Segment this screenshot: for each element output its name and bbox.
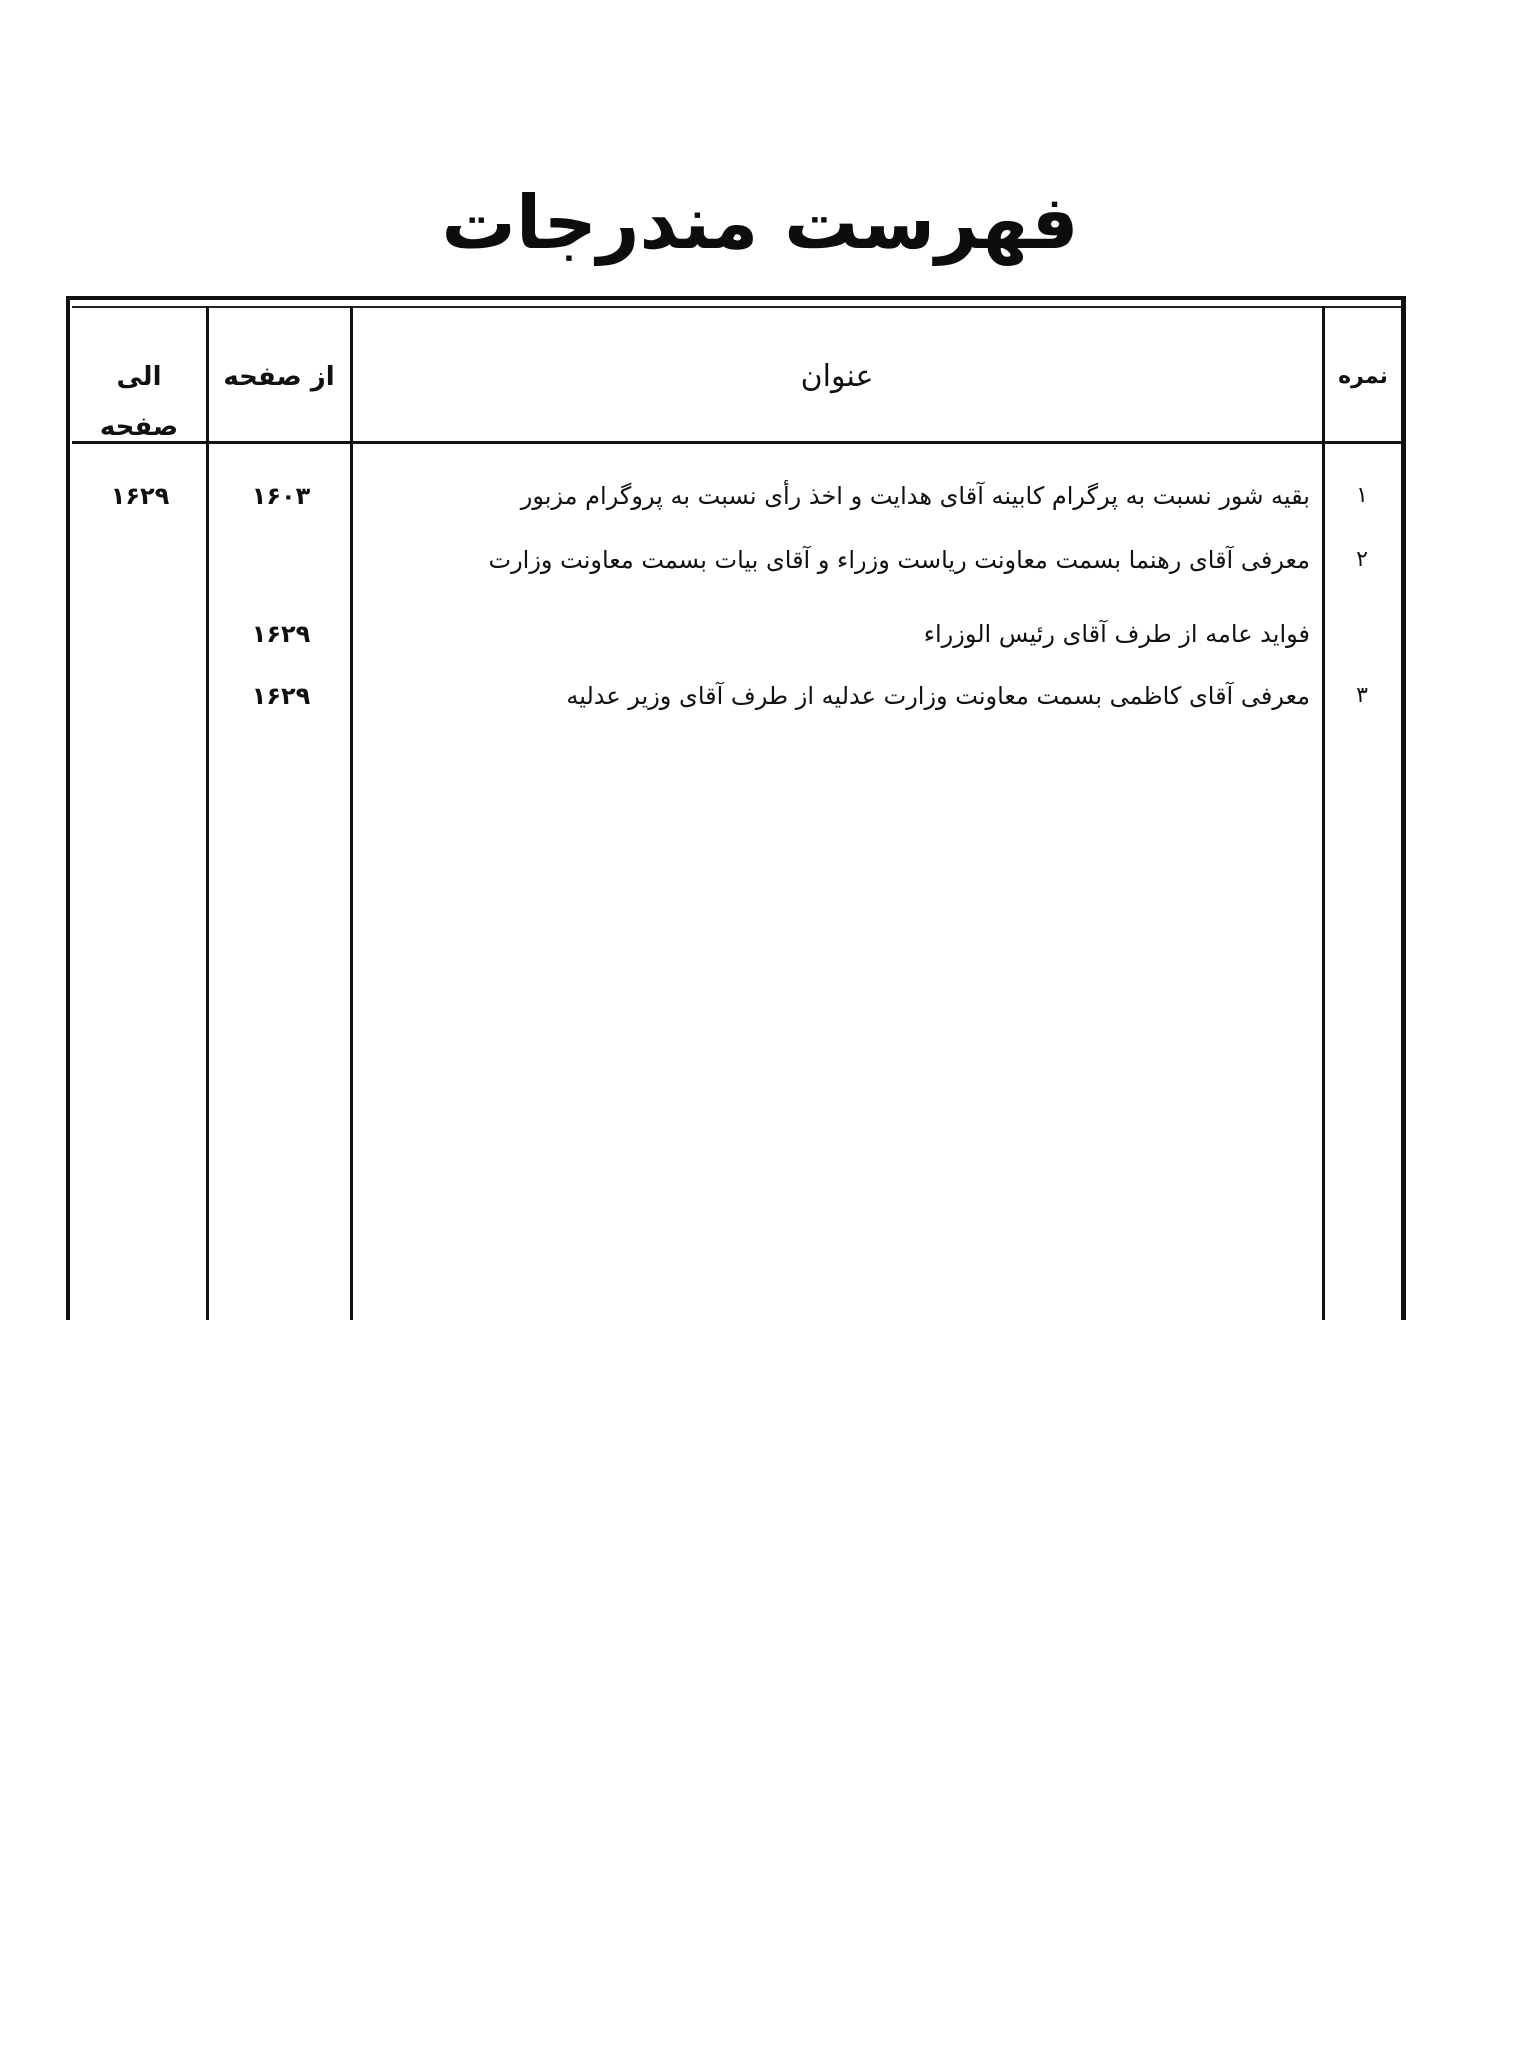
to-page-cell bbox=[74, 666, 206, 726]
column-divider bbox=[350, 306, 353, 1320]
column-divider bbox=[1322, 306, 1325, 1320]
table-row bbox=[72, 666, 1402, 726]
from-page-cell bbox=[210, 530, 352, 590]
entry-title-cell: معرفی آقای رهنما بسمت معاونت ریاست وزراء و آقای بیات بسمت معاونت وزارت bbox=[488, 546, 1310, 574]
header-number: نمره bbox=[1338, 364, 1388, 389]
frame-inner-rule bbox=[72, 306, 1402, 308]
entry-number-cell: ۳ bbox=[1356, 683, 1368, 708]
header-to-page: الى صفحه bbox=[99, 362, 179, 442]
entry-number-cell: ۱ bbox=[1356, 483, 1368, 508]
header-divider bbox=[72, 441, 1402, 444]
to-page-cell bbox=[74, 530, 206, 590]
entry-number-cell bbox=[1324, 604, 1400, 664]
from-page-cell: ۱۶۰۳ bbox=[251, 482, 311, 510]
entry-number-cell: ۲ bbox=[1356, 547, 1368, 572]
entry-title-cell: معرفی آقای کاظمی بسمت معاونت وزارت عدلیه از طرف آقای وزیر عدلیه bbox=[566, 682, 1310, 710]
entry-title-cell: فواید عامه از طرف آقای رئیس الوزراء bbox=[923, 620, 1310, 648]
header-title: عنوان bbox=[800, 359, 874, 394]
table-row bbox=[72, 604, 1402, 664]
table-frame bbox=[66, 296, 1406, 1320]
table-row bbox=[72, 466, 1402, 526]
to-page-cell: ۱۶۲۹ bbox=[110, 482, 170, 510]
entry-title-cell: بقیه شور نسبت به پرگرام کابینه آقای هدایت و اخذ رأی نسبت به پروگرام مزبور bbox=[520, 482, 1310, 510]
from-page-cell: ۱۶۲۹ bbox=[251, 620, 311, 648]
table-row bbox=[72, 530, 1402, 590]
header-from-page: از صفحه bbox=[223, 362, 335, 392]
to-page-cell bbox=[74, 604, 206, 664]
from-page-cell: ۱۶۲۹ bbox=[251, 682, 311, 710]
page-title: فهرست مندرجات bbox=[441, 180, 1079, 266]
column-divider bbox=[206, 306, 209, 1320]
